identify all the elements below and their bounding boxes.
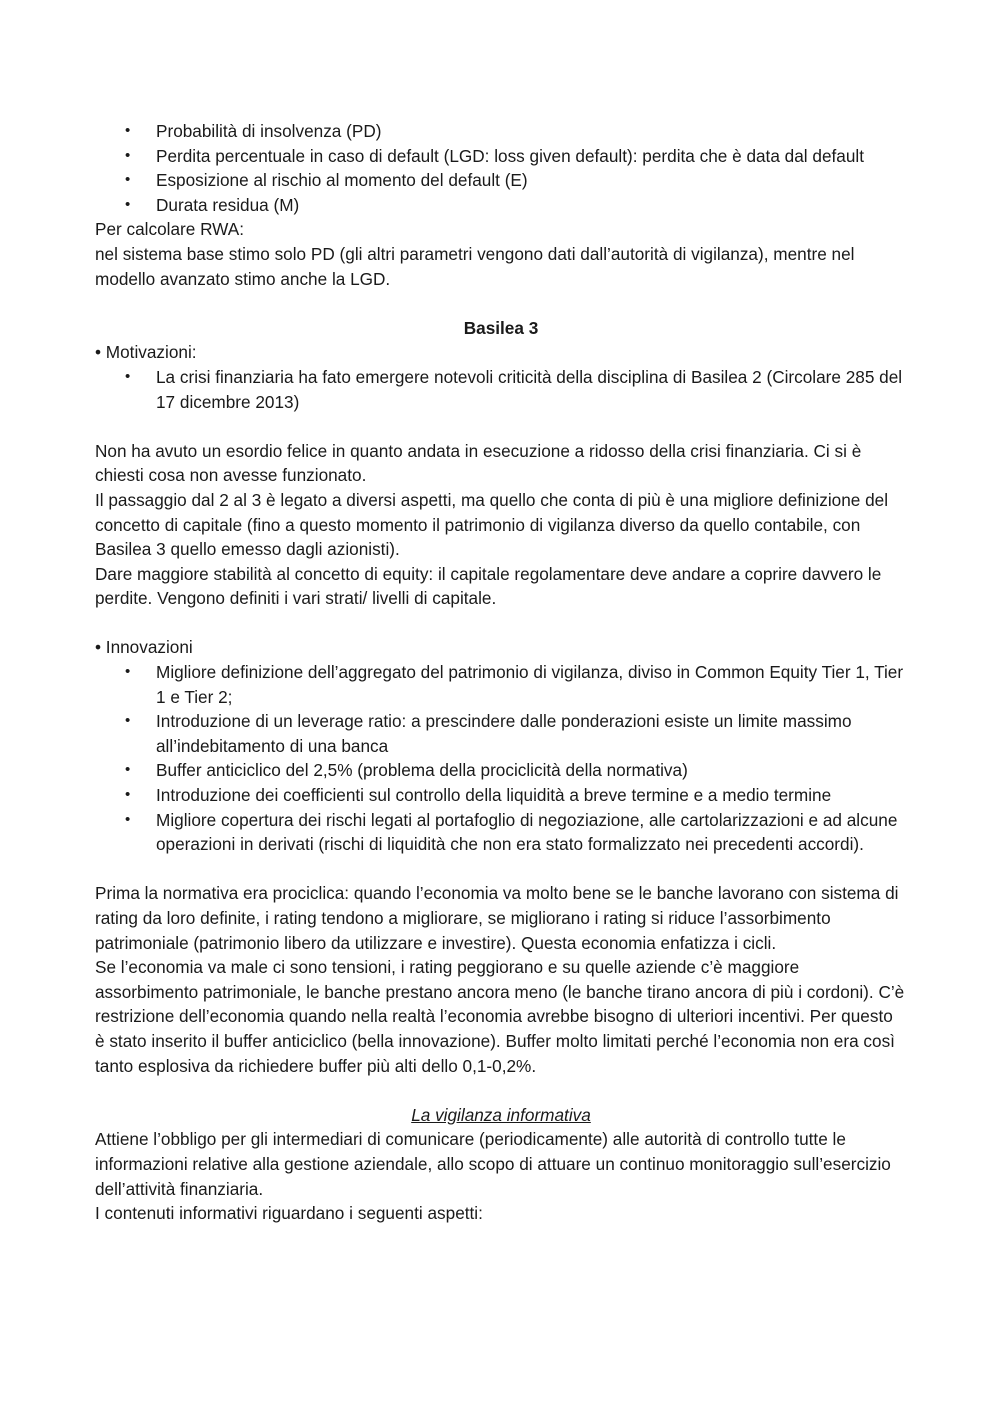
list-item: • Perdita percentuale in caso di default (LGD: loss given default): perdita che è data dal default xyxy=(95,144,907,169)
rwa-title: Per calcolare RWA: xyxy=(95,219,245,240)
list-item: • Buffer anticiclico del 2,5% (problema della prociclicità della normativa) xyxy=(95,758,907,783)
rwa-paragraph: nel sistema base stimo solo PD (gli altri parametri vengono dati dall’autorità di vigilanza), mentre nel modello avanzato stimo anche la LGD. xyxy=(95,243,855,289)
risk-parameters-list xyxy=(95,119,907,217)
bullet-icon: • xyxy=(125,786,131,804)
paragraph: Attiene l’obbligo per gli intermediari di comunicare (periodicamente) alle autorità di controllo tutte le informazioni relative alla gestione aziendale, allo scopo di attuare un continuo monitoraggio sull’esercizio dell’attività finanziaria. xyxy=(95,1129,891,1199)
list-item: • Durata residua (M) xyxy=(95,193,907,218)
motivazioni-list xyxy=(95,365,907,414)
list-item: • Migliore copertura dei rischi legati al portafoglio di negoziazione, alle cartolarizzazioni e ad alcune operazioni in derivati (rischi di liquidità che non era stato formalizzato nei precedenti accordi). xyxy=(125,809,898,855)
list-item: • Introduzione di un leverage ratio: a prescindere dalle ponderazioni esiste un limite massimo all’indebitamento di una banca xyxy=(125,711,852,756)
paragraph: I contenuti informativi riguardano i seguenti aspetti: xyxy=(95,1203,483,1224)
section-heading-basilea3: Basilea 3 xyxy=(463,317,539,338)
list-item: • La crisi finanziaria ha fato emergere notevoli criticità della disciplina di Basilea 2 (Circolare 285 del 17 dicembre 2013) xyxy=(125,366,903,412)
bullet-icon: • xyxy=(125,663,131,681)
bullet-icon: • xyxy=(125,761,131,779)
paragraph: Dare maggiore stabilità al concetto di equity: il capitale regolamentare deve andare a coprire davvero le perdite. Vengono definiti i vari strati/ livelli di capitale. xyxy=(95,563,882,609)
list-item: • Esposizione al rischio al momento del default (E) xyxy=(95,168,907,193)
paragraph: Prima la normativa era prociclica: quando l’economia va molto bene se le banche lavorano con sistema di rating da loro definite, i rating tendono a migliorare, se migliorano i rating si riduce l’assorbimento patrimoniale (patrimonio libero da utilizzare e investire). Questa economia enfatizza i cicli. xyxy=(95,883,899,953)
bullet-icon: • xyxy=(125,195,131,213)
list-item: • Probabilità di insolvenza (PD) xyxy=(95,119,907,144)
paragraph: Non ha avuto un esordio felice in quanto andata in esecuzione a ridosso della crisi finanziaria. Ci si è chiesti cosa non avesse funzionato. xyxy=(95,440,862,486)
motivazioni-label: • Motivazioni: xyxy=(95,342,197,363)
innovazioni-label: • Innovazioni xyxy=(95,637,193,658)
document-page xyxy=(95,119,907,1226)
paragraph: Il passaggio dal 2 al 3 è legato a diversi aspetti, ma quello che conta di più è una migliore definizione del concetto di capitale (fino a questo momento il patrimonio di vigilanza diverso da quello contabile, con Basilea 3 quello emesso dagli azionisti). xyxy=(95,489,889,560)
bullet-icon: • xyxy=(125,146,131,164)
bullet-icon: • xyxy=(125,712,131,730)
bullet-icon: • xyxy=(125,810,131,828)
paragraph: Se l’economia va male ci sono tensioni, i rating peggiorano e su quelle aziende c’è maggiore assorbimento patrimoniale, le banche prestano ancora meno (le banche tirano ancora di più i cordoni). C’è restrizione dell’economia quando nella realtà l’economia avrebbe bisogno di ulteriori incentivi. Per questo è stato inserito il buffer anticiclico (bella innovazione). Buffer molto limitati perché l’economia non era così tanto esplosiva da richiedere buffer più alti dello 0,1-0,2%. xyxy=(95,957,905,1076)
list-item: • Migliore definizione dell’aggregato del patrimonio di vigilanza, diviso in Common Equity Tier 1, Tier 1 e Tier 2; xyxy=(125,662,904,707)
innovazioni-list xyxy=(95,660,907,857)
bullet-icon: • xyxy=(125,367,131,385)
section-heading-vigilanza: La vigilanza informativa xyxy=(411,1104,591,1125)
list-item: • Introduzione dei coefficienti sul controllo della liquidità a breve termine e a medio termine xyxy=(95,783,907,808)
bullet-icon: • xyxy=(125,122,131,139)
bullet-icon: • xyxy=(125,171,131,189)
